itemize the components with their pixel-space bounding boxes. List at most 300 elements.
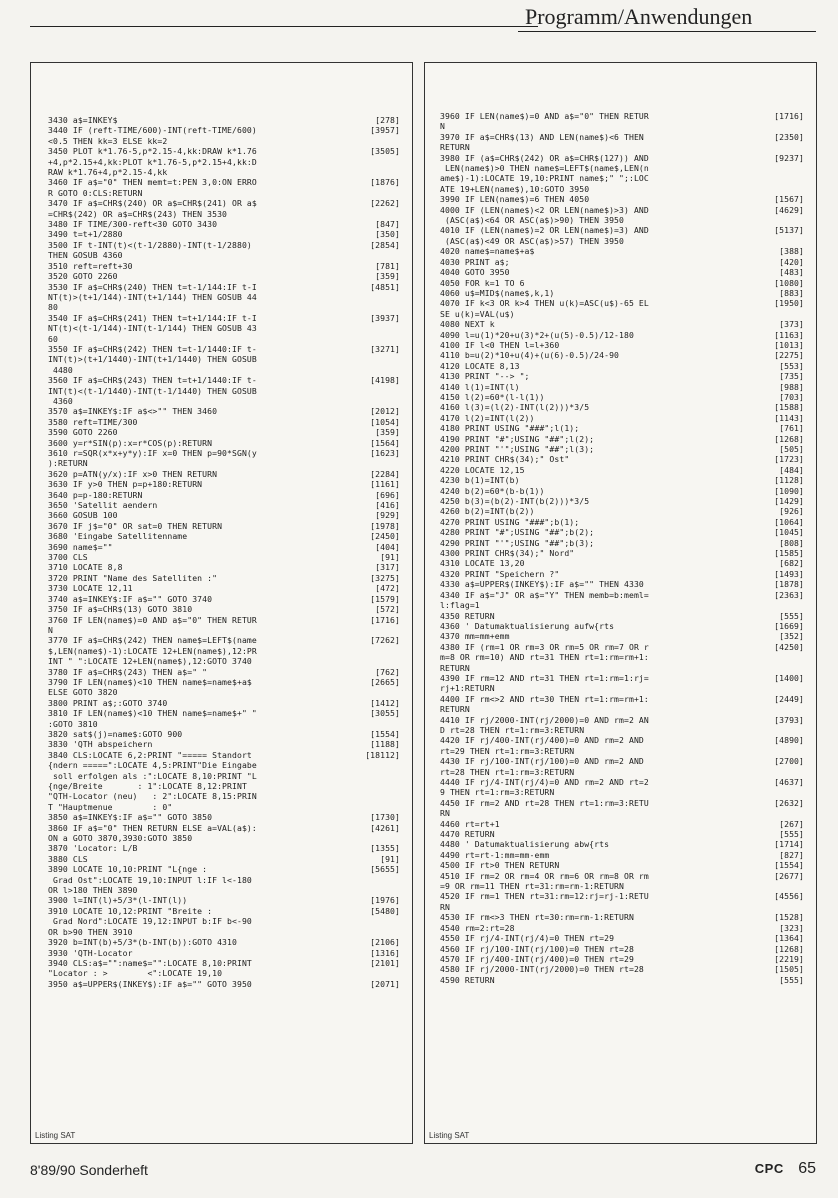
code-text: 3730 LOCATE 12,11 — [48, 583, 133, 594]
checksum: [5655] — [370, 864, 400, 875]
code-line — [48, 334, 400, 344]
code-text: 3860 IF a$="0" THEN RETURN ELSE a=VAL(a$): — [48, 822, 257, 833]
code-line — [48, 282, 400, 292]
code-line — [48, 354, 400, 364]
checksum: [553] — [779, 360, 804, 371]
checksum: [1528] — [774, 912, 804, 923]
checksum: [323] — [779, 922, 804, 933]
checksum: [416] — [375, 500, 400, 511]
checksum: [827] — [779, 849, 804, 860]
checksum: [781] — [375, 260, 400, 271]
code-text: 9 THEN rt=1:rm=3:RETURN — [440, 787, 555, 798]
code-line — [440, 517, 804, 527]
code-text: 3600 y=r*SIN(p):x=r*COS(p):RETURN — [48, 437, 213, 448]
code-text: 4360 ' Datumaktualisierung aufw{rts — [440, 620, 615, 631]
checksum — [396, 250, 400, 260]
checksum: [1505] — [774, 964, 804, 975]
checksum: [9237] — [774, 152, 804, 163]
code-line — [48, 521, 400, 531]
code-line — [440, 340, 804, 350]
page-footer — [755, 1160, 816, 1178]
code-text: 4210 PRINT CHR$(34);" Ost" — [440, 454, 570, 465]
code-line — [48, 115, 400, 125]
code-text: =9 OR rm=11 THEN rt=31:rm=rm-1:RETURN — [440, 881, 624, 892]
code-line — [48, 417, 400, 427]
code-text: 4490 rt=rt-1:mm=mm-emm — [440, 849, 550, 860]
checksum — [396, 771, 400, 781]
checksum: [2219] — [774, 953, 804, 964]
code-text: 3970 IF a$=CHR$(13) AND LEN(name$)<6 THEN — [440, 131, 644, 142]
code-text: NT(t)>(t+1/144)-INT(t+1/144) THEN GOSUB 44 — [48, 291, 257, 302]
checksum: [2854] — [370, 239, 400, 250]
checksum: [1723] — [774, 454, 804, 465]
code-text: RETURN — [440, 662, 470, 673]
code-text: 3800 PRINT a$;:GOTO 3740 — [48, 697, 168, 708]
code-line — [48, 531, 400, 541]
code-line — [440, 902, 804, 912]
code-line — [440, 454, 804, 464]
code-line — [440, 423, 804, 433]
code-line — [48, 136, 400, 146]
code-listing-left — [48, 115, 400, 989]
checksum: [1623] — [370, 448, 400, 458]
checksum — [800, 184, 804, 194]
page-number: 65 — [798, 1160, 816, 1177]
code-line — [440, 475, 804, 485]
code-line — [48, 843, 400, 853]
code-line — [440, 319, 804, 329]
checksum: [2275] — [774, 350, 804, 361]
code-text: 3500 IF t-INT(t)<(t-1/2880)-INT(t-1/2880) — [48, 239, 252, 250]
checksum: [278] — [375, 115, 400, 125]
code-text: 4350 RETURN — [440, 610, 495, 621]
code-text: ATE 19+LEN(name$),10:GOTO 3950 — [440, 183, 590, 194]
checksum: [1714] — [774, 839, 804, 850]
checksum — [396, 354, 400, 364]
code-line — [440, 642, 804, 652]
code-line — [48, 885, 400, 895]
code-text: 4180 PRINT USING "###";l(1); — [440, 423, 580, 434]
code-text: l:flag=1 — [440, 600, 480, 611]
code-line — [440, 434, 804, 444]
code-text: Grad Nord":LOCATE 19,12:INPUT b:IF b<-90 — [48, 916, 252, 927]
checksum: [4261] — [370, 822, 400, 833]
code-text: 4240 b(2)=60*(b-b(1)) — [440, 485, 545, 496]
code-line — [48, 562, 400, 572]
code-line — [48, 229, 400, 239]
checksum: [472] — [375, 583, 400, 594]
code-line — [440, 652, 804, 662]
code-text: ON a GOTO 3870,3930:GOTO 3850 — [48, 833, 193, 844]
code-text: 3870 'Locator: L/B — [48, 843, 138, 854]
checksum: [1564] — [370, 437, 400, 448]
code-line — [440, 153, 804, 163]
code-text: 4540 rm=2:rt=28 — [440, 922, 515, 933]
code-text: 3680 'Eingabe Satellitenname — [48, 531, 188, 542]
checksum: [91] — [380, 552, 400, 563]
code-line — [440, 631, 804, 641]
checksum: [2632] — [774, 797, 804, 808]
code-line — [48, 510, 400, 520]
code-text: D rt=28 THEN rt=1:rm=3:RETURN — [440, 724, 585, 735]
code-line — [440, 954, 804, 964]
code-text: 3550 IF a$=CHR$(242) THEN t=t-1/1440:IF t- — [48, 343, 257, 354]
checksum — [396, 802, 400, 812]
code-text: 4460 rt=rt+1 — [440, 818, 500, 829]
code-text: INT " ":LOCATE 12+LEN(name$),12:GOTO 3740 — [48, 656, 252, 667]
code-line — [440, 361, 804, 371]
listing-caption-right: Listing SAT — [429, 1131, 470, 1140]
checksum: [2450] — [370, 531, 400, 542]
code-text: 4250 b(3)=(b(2)-INT(b(2)))*3/5 — [440, 496, 590, 507]
code-line — [440, 257, 804, 267]
code-text: (ASC(a$)<64 OR ASC(a$)>90) THEN 3950 — [440, 215, 624, 226]
code-line — [48, 146, 400, 156]
code-text: OR l>180 THEN 3890 — [48, 885, 138, 896]
code-line — [440, 205, 804, 215]
checksum — [800, 652, 804, 662]
checksum — [396, 968, 400, 978]
checksum — [800, 787, 804, 797]
checksum: [1493] — [774, 568, 804, 579]
code-text: 3570 a$=INKEY$:IF a$<>"" THEN 3460 — [48, 406, 218, 417]
code-text: 4380 IF (rm=1 OR rm=3 OR rm=5 OR rm=7 OR r — [440, 641, 649, 652]
code-text: 4470 RETURN — [440, 829, 495, 840]
checksum: [359] — [375, 271, 400, 282]
code-line — [440, 735, 804, 745]
code-line — [48, 948, 400, 958]
code-line — [440, 278, 804, 288]
checksum: [3937] — [370, 312, 400, 323]
code-text: RETURN — [440, 704, 470, 715]
code-line — [440, 527, 804, 537]
code-text: 4440 IF rj/4-INT(rj/4)=0 AND rm=2 AND rt=2 — [440, 777, 649, 787]
code-line — [440, 694, 804, 704]
checksum: [1163] — [774, 329, 804, 340]
code-line — [440, 746, 804, 756]
checksum: [1090] — [774, 485, 804, 496]
checksum: [1188] — [370, 739, 400, 750]
code-text: 4120 LOCATE 8,13 — [440, 360, 520, 371]
code-text: 4060 u$=MID$(name$,k,1) — [440, 287, 555, 298]
code-line — [48, 968, 400, 978]
checksum: [484] — [779, 464, 804, 475]
code-line — [48, 313, 400, 323]
checksum — [396, 334, 400, 344]
checksum: [404] — [375, 541, 400, 552]
checksum: [808] — [779, 537, 804, 548]
code-line — [440, 767, 804, 777]
code-text: ):RETURN — [48, 458, 88, 469]
code-text: rj+1:RETURN — [440, 683, 495, 694]
code-text: 4550 IF rj/4-INT(rj/4)=0 THEN rt=29 — [440, 933, 615, 944]
code-line — [440, 350, 804, 360]
code-line — [440, 912, 804, 922]
code-text: "QTH-Locator (neu) : 2":LOCATE 8,15:PRIN — [48, 791, 257, 802]
checksum: [2262] — [370, 198, 400, 209]
code-text: rt=29 THEN rt=1:rm=3:RETURN — [440, 745, 575, 756]
code-line — [440, 715, 804, 725]
code-line — [48, 812, 400, 822]
code-text: 4040 GOTO 3950 — [440, 267, 510, 278]
checksum — [396, 292, 400, 302]
code-text: RETURN — [440, 142, 470, 153]
code-text: 4130 PRINT "--> "; — [440, 371, 530, 382]
checksum — [396, 791, 400, 801]
checksum: [1567] — [774, 194, 804, 205]
code-text: N — [440, 121, 445, 132]
code-text: 4280 PRINT "#";USING "##";b(2); — [440, 527, 595, 538]
code-line — [48, 729, 400, 739]
code-line — [440, 871, 804, 881]
code-line — [440, 330, 804, 340]
code-text: 4020 name$=name$+a$ — [440, 246, 535, 257]
code-line — [440, 309, 804, 319]
checksum: [3055] — [370, 708, 400, 719]
checksum: [4629] — [774, 204, 804, 215]
code-line — [440, 371, 804, 381]
code-text: 4260 b(2)=INT(b(2)) — [440, 506, 535, 517]
code-line — [440, 132, 804, 142]
code-text: INT(t)>(t+1/1440)-INT(t+1/1440) THEN GOSUB — [48, 354, 257, 365]
checksum: [4851] — [370, 281, 400, 292]
code-text: 3950 a$=UPPER$(INKEY$):IF a$="" GOTO 3950 — [48, 978, 252, 989]
code-line — [48, 906, 400, 916]
code-line — [440, 142, 804, 152]
code-text: 3850 a$=INKEY$:IF a$="" GOTO 3850 — [48, 812, 213, 823]
code-line — [48, 240, 400, 250]
checksum: [5137] — [774, 225, 804, 236]
code-line — [440, 288, 804, 298]
checksum: [3271] — [370, 343, 400, 354]
code-text: 3830 'QTH abspeichern — [48, 739, 153, 750]
checksum — [800, 173, 804, 183]
code-line — [48, 791, 400, 801]
code-line — [440, 506, 804, 516]
checksum: [847] — [375, 219, 400, 230]
code-line — [440, 496, 804, 506]
code-line — [48, 167, 400, 177]
section-title: Programm/Anwendungen — [525, 4, 753, 29]
code-text: 3610 r=SQR(x*x+y*y):IF x=0 THEN p=90*SGN(y — [48, 448, 257, 458]
checksum: [91] — [380, 853, 400, 864]
code-line — [48, 667, 400, 677]
code-line — [440, 839, 804, 849]
code-text: +4,p*2.15+4,kk:PLOT k*1.76-5,p*2.15+4,kk:D — [48, 156, 257, 167]
code-text: 4450 IF rm=2 AND rt=28 THEN rt=1:rm=3:RETU — [440, 797, 649, 808]
checksum: [1080] — [774, 277, 804, 288]
checksum: [4198] — [370, 375, 400, 386]
checksum: [572] — [375, 604, 400, 615]
code-line — [440, 465, 804, 475]
checksum: [3957] — [370, 125, 400, 136]
checksum: [1878] — [774, 579, 804, 590]
checksum: [7262] — [370, 635, 400, 646]
code-line — [48, 656, 400, 666]
checksum — [800, 309, 804, 319]
code-text: 3770 IF a$=CHR$(242) THEN name$=LEFT$(name — [48, 635, 257, 646]
code-text: 4480 ' Datumaktualisierung abw{rts — [440, 839, 610, 850]
checksum — [396, 916, 400, 926]
code-line — [48, 771, 400, 781]
code-line — [440, 611, 804, 621]
code-line — [48, 157, 400, 167]
checksum: [696] — [375, 489, 400, 500]
code-text: 3520 GOTO 2260 — [48, 271, 118, 282]
code-line — [440, 798, 804, 808]
code-line — [48, 781, 400, 791]
code-text: R GOTO 0:CLS:RETURN — [48, 187, 143, 198]
checksum: [929] — [375, 510, 400, 521]
code-text: 80 — [48, 302, 58, 313]
code-line — [48, 979, 400, 989]
checksum: [359] — [375, 427, 400, 438]
code-text: 3750 IF a$=CHR$(13) GOTO 3810 — [48, 604, 193, 615]
code-line — [440, 558, 804, 568]
code-line — [48, 490, 400, 500]
code-text: 3720 PRINT "Name des Satelliten :" — [48, 572, 218, 583]
code-line — [48, 323, 400, 333]
code-line — [48, 448, 400, 458]
code-line — [48, 500, 400, 510]
code-line — [48, 458, 400, 468]
checksum: [1730] — [370, 812, 400, 823]
code-text: 4100 IF l<0 THEN l=l+360 — [440, 339, 560, 350]
checksum: [1064] — [774, 516, 804, 527]
checksum: [2071] — [370, 978, 400, 989]
checksum: [883] — [779, 287, 804, 298]
checksum: [420] — [779, 256, 804, 267]
code-text: 3650 'Satellit aendern — [48, 500, 158, 511]
code-text: 3930 'QTH-Locator — [48, 947, 133, 958]
code-text: RN — [440, 808, 450, 819]
code-line — [48, 937, 400, 947]
code-text: 4390 IF rm=12 AND rt=31 THEN rt=1:rm=1:rj= — [440, 672, 649, 683]
code-line — [440, 787, 804, 797]
code-text: 3590 GOTO 2260 — [48, 427, 118, 438]
checksum: [1554] — [774, 860, 804, 871]
checksum: [2284] — [370, 468, 400, 479]
checksum — [800, 704, 804, 714]
code-text: 4300 PRINT CHR$(34);" Nord" — [440, 548, 575, 559]
checksum: [1161] — [370, 479, 400, 490]
checksum: [555] — [779, 829, 804, 840]
code-line — [48, 687, 400, 697]
checksum: [1268] — [774, 433, 804, 444]
code-line — [48, 916, 400, 926]
code-line — [48, 271, 400, 281]
checksum: [1400] — [774, 672, 804, 683]
code-text: 4270 PRINT USING "###";b(1); — [440, 516, 580, 527]
code-listing-right — [440, 111, 804, 985]
code-line — [440, 923, 804, 933]
code-text: 4220 LOCATE 12,15 — [440, 464, 525, 475]
code-text: 3790 IF LEN(name$)<10 THEN name$=name$+a$ — [48, 676, 252, 687]
code-text: 4080 NEXT k — [440, 319, 495, 330]
code-line — [48, 823, 400, 833]
checksum — [396, 833, 400, 843]
code-line — [48, 646, 400, 656]
code-text: soll erfolgen als :":LOCATE 8,10:PRINT "L — [48, 770, 257, 781]
checksum: [761] — [779, 423, 804, 434]
code-text: 3580 reft=TIME/300 — [48, 416, 138, 427]
checksum — [800, 746, 804, 756]
checksum — [800, 683, 804, 693]
checksum — [800, 808, 804, 818]
code-line — [440, 548, 804, 558]
checksum — [396, 656, 400, 666]
listing-panel-right — [424, 62, 817, 1144]
code-line — [48, 292, 400, 302]
code-text: 4320 PRINT "Speichern ?" — [440, 568, 560, 579]
checksum: [988] — [779, 381, 804, 392]
code-line — [440, 683, 804, 693]
code-text: 3940 CLS:a$="":name$="":LOCATE 8,10:PRINT — [48, 957, 252, 968]
code-text: NT(t)<(t-1/144)-INT(t-1/144) THEN GOSUB 43 — [48, 323, 257, 334]
code-text: 3980 IF (a$=CHR$(242) OR a$=CHR$(127)) AND — [440, 152, 649, 163]
code-text: 4360 — [48, 395, 73, 406]
code-line — [440, 538, 804, 548]
code-line — [440, 402, 804, 412]
code-text: 3480 IF TIME/300-reft<30 GOTO 3430 — [48, 219, 218, 230]
checksum: [682] — [779, 558, 804, 569]
code-text: <0.5 THEN kk=3 ELSE kk=2 — [48, 135, 168, 146]
code-line — [48, 219, 400, 229]
code-text: 60 — [48, 333, 58, 344]
code-text: 3740 a$=INKEY$:IF a$="" GOTO 3740 — [48, 593, 213, 604]
code-line — [48, 386, 400, 396]
code-text: 3540 IF a$=CHR$(241) THEN t=t+1/144:IF t-I — [48, 312, 257, 323]
checksum — [396, 760, 400, 770]
code-text: 3530 IF a$=CHR$(240) THEN t=t-1/144:IF t-I — [48, 281, 257, 292]
code-line — [440, 111, 804, 121]
code-text: OR b>90 THEN 3910 — [48, 926, 133, 937]
code-line — [48, 573, 400, 583]
checksum: [2363] — [774, 589, 804, 600]
code-text: 3690 name$="" — [48, 541, 113, 552]
checksum: [2012] — [370, 406, 400, 417]
checksum: [2106] — [370, 937, 400, 948]
checksum: [505] — [779, 444, 804, 454]
code-text: 3700 CLS — [48, 552, 88, 563]
checksum — [396, 323, 400, 333]
code-text: 4430 IF rj/100-INT(rj/100)=0 AND rm=2 AND — [440, 756, 644, 767]
code-text: 3820 sat$(j)=name$:GOTO 900 — [48, 728, 183, 739]
code-text: rt=28 THEN rt=1:rm=3:RETURN — [440, 766, 575, 777]
checksum: [2449] — [774, 693, 804, 704]
code-line — [440, 486, 804, 496]
code-line — [440, 246, 804, 256]
code-text: 4420 IF rj/400-INT(rj/400)=0 AND rm=2 AND — [440, 735, 644, 746]
code-text: 3430 a$=INKEY$ — [48, 115, 118, 125]
checksum: [1950] — [774, 298, 804, 309]
code-line — [440, 121, 804, 131]
code-text: 3910 LOCATE 10,12:PRINT "Breite : — [48, 905, 213, 916]
checksum: [1669] — [774, 620, 804, 631]
code-line — [440, 569, 804, 579]
code-text: m=8 OR rm=10) AND rt=31 THEN rt=1:rm=rm+1: — [440, 652, 649, 663]
checksum: [2101] — [370, 957, 400, 968]
code-line — [48, 604, 400, 614]
code-line — [48, 552, 400, 562]
checksum: [1579] — [370, 593, 400, 604]
code-text: :GOTO 3810 — [48, 718, 98, 729]
code-text: 3840 CLS:LOCATE 6,2:PRINT "===== Standort — [48, 749, 252, 760]
checksum — [800, 142, 804, 152]
checksum — [396, 209, 400, 219]
code-text: 4160 l(3)=(l(2)-INT(l(2)))*3/5 — [440, 402, 590, 413]
checksum: [735] — [779, 371, 804, 382]
